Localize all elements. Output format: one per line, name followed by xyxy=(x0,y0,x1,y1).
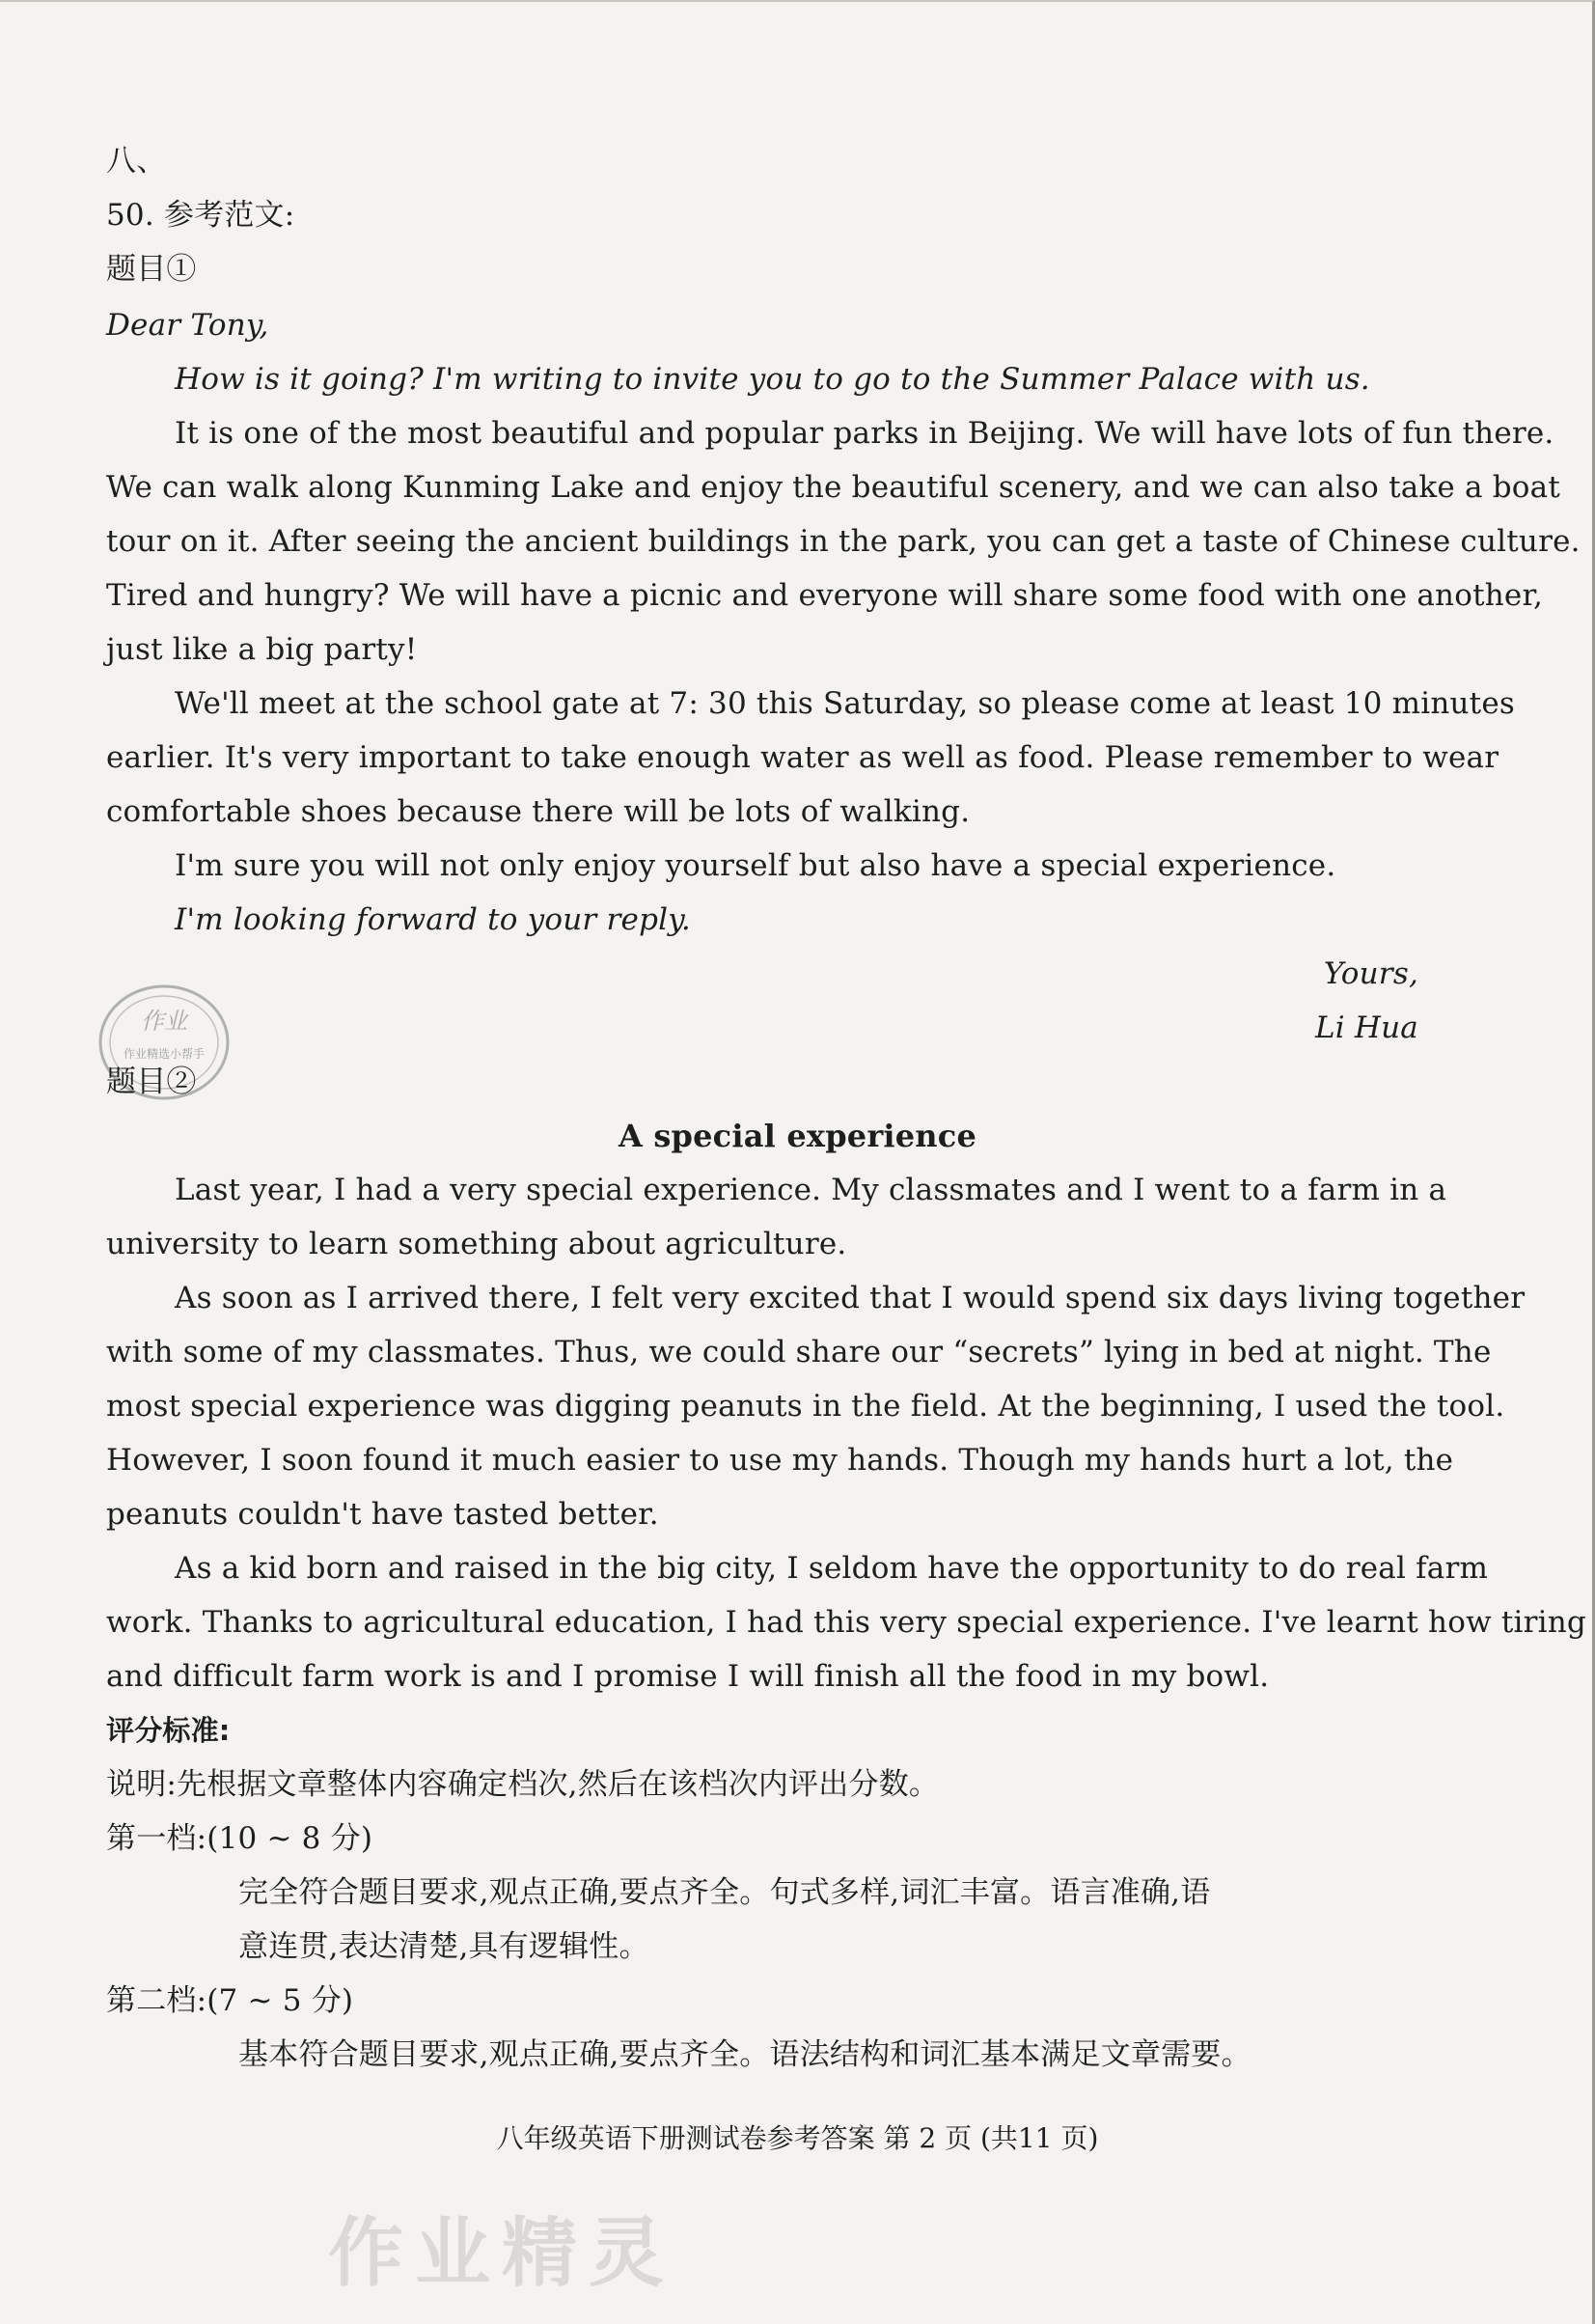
essay-line: As soon as I arrived there, I felt very excited that I would spend six days living together xyxy=(175,1281,1526,1315)
letter-line: tour on it. After seeing the ancient buildings in the park, you can get a taste of Chinese culture. xyxy=(106,524,1581,559)
stamp-top-text: 作业 xyxy=(141,1008,187,1035)
letter-line: It is one of the most beautiful and popular parks in Beijing. We will have lots of fun there. xyxy=(175,416,1554,451)
essay-line: with some of my classmates. Thus, we could share our “secrets” lying in bed at night. The xyxy=(106,1335,1492,1370)
stamp-bottom-text: 作业精选小帮手 xyxy=(123,1047,206,1061)
tier1-label: 第一档:(10 ~ 8 分) xyxy=(106,1821,373,1856)
letter-line: We'll meet at the school gate at 7: 30 this Saturday, so please come at least 10 minutes xyxy=(175,686,1515,721)
scoring-heading: 评分标准: xyxy=(106,1714,231,1747)
scoring-note: 说明:先根据文章整体内容确定档次,然后在该档次内评出分数。 xyxy=(106,1767,940,1802)
essay-line: However, I soon found it much easier to use my hands. Though my hands hurt a lot, the xyxy=(106,1443,1454,1478)
essay-line: most special experience was digging peanuts in the field. At the beginning, I used the tool. xyxy=(106,1389,1505,1424)
letter-line: Tired and hungry? We will have a picnic and everyone will share some food with one another, xyxy=(106,578,1544,613)
letter-line: earlier. It's very important to take enough water as well as food. Please remember to wear xyxy=(106,740,1499,775)
essay-line: As a kid born and raised in the big city, I seldom have the opportunity to do real farm xyxy=(175,1551,1489,1586)
tier2-criteria: 基本符合题目要求,观点正确,要点齐全。语法结构和词汇基本满足文章需要。 xyxy=(238,2037,1251,2072)
essay-line: and difficult farm work is and I promise I will finish all the food in my bowl. xyxy=(106,1659,1270,1694)
section-number: 八、 xyxy=(106,144,167,179)
tier2-label: 第二档:(7 ~ 5 分) xyxy=(106,1983,354,2018)
watermark: 作业精灵 xyxy=(328,2210,676,2297)
letter-signature: Li Hua xyxy=(1314,1010,1418,1045)
letter-line: We can walk along Kunming Lake and enjoy the beautiful scenery, and we can also take a boat xyxy=(106,470,1560,505)
letter-greeting: Dear Tony, xyxy=(106,308,269,343)
letter-line: I'm sure you will not only enjoy yourself but also have a special experience. xyxy=(175,848,1336,883)
letter-line: just like a big party! xyxy=(106,632,418,667)
essay-line: work. Thanks to agricultural education, I had this very special experience. I've learnt how tiring xyxy=(106,1605,1586,1640)
letter-line: How is it going? I'm writing to invite you to go to the Summer Palace with us. xyxy=(175,362,1370,397)
letter-line: comfortable shoes because there will be lots of walking. xyxy=(106,794,971,829)
topic2-label: 题目② xyxy=(106,1065,197,1099)
tier1-criteria: 完全符合题目要求,观点正确,要点齐全。句式多样,词汇丰富。语言准确,语 xyxy=(238,1875,1211,1910)
topic1-label: 题目① xyxy=(106,252,197,287)
essay-line: university to learn something about agriculture. xyxy=(106,1227,847,1261)
page-footer: 八年级英语下册测试卷参考答案 第 2 页 (共11 页) xyxy=(496,2122,1099,2154)
tier1-criteria: 意连贯,表达清楚,具有逻辑性。 xyxy=(238,1929,649,1964)
essay-title: A special experience xyxy=(618,1118,977,1154)
question-label: 50. 参考范文: xyxy=(106,198,295,233)
essay-line: peanuts couldn't have tasted better. xyxy=(106,1497,659,1532)
essay-line: Last year, I had a very special experience. My classmates and I went to a farm in a xyxy=(175,1173,1447,1207)
letter-closing: Yours, xyxy=(1323,956,1418,991)
letter-line: I'm looking forward to your reply. xyxy=(175,902,691,937)
